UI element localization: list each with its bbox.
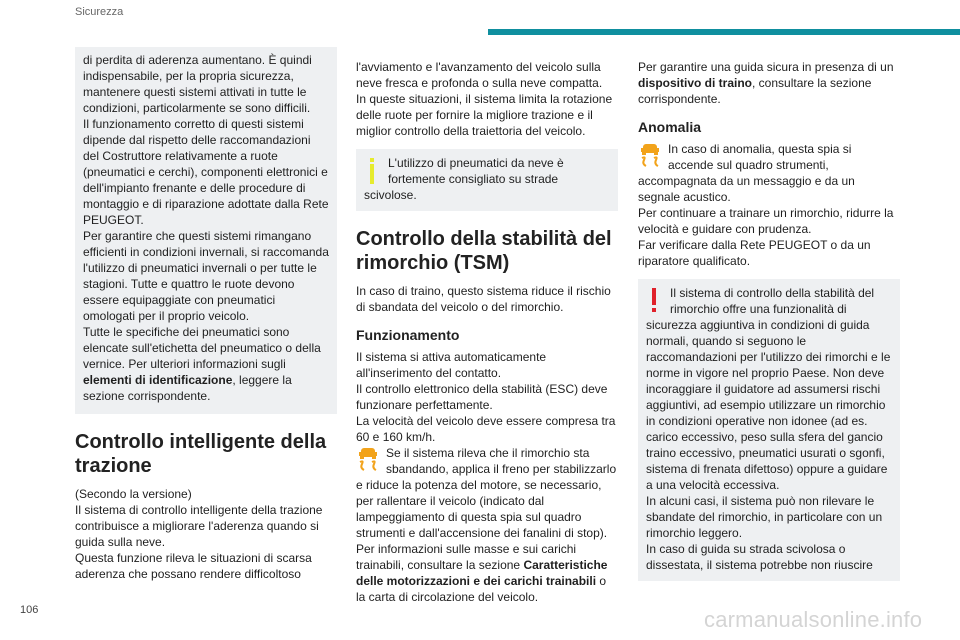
- paragraph: l'avviamento e l'avanzamento del veicolo sulla neve fresca e profonda o sulla neve compatta.: [356, 60, 603, 90]
- paragraph: Per continuare a trainare un rimorchio, ridurre la velocità e guidare con prudenza.: [638, 206, 894, 236]
- paragraph: In queste situazioni, il sistema limita la rotazione delle ruote per fornire la migliore trazione e il miglior controllo della traiettoria del veicolo.: [356, 92, 613, 138]
- info-icon: [364, 157, 380, 187]
- box-paragraph: Il funzionamento corretto di questi sistemi dipende dal rispetto delle raccomandazioni del Costruttore relativamente a ruote (pneumatici e cerchi), componenti elettronici e dell'impianto frenante e delle procedure di montaggio e di riparazione adottate dalla Rete PEUGEOT.: [83, 117, 329, 227]
- paragraph: Il sistema si attiva automaticamente all'inserimento del contatto.: [356, 350, 547, 380]
- cross-reference: elementi di identificazione: [83, 373, 233, 387]
- header-accent-bar: [488, 29, 960, 35]
- paragraph: In caso di traino, questo sistema riduce il rischio di sbandata del veicolo o del rimorchio.: [356, 284, 611, 314]
- note-box: [356, 149, 618, 211]
- paragraph: La velocità del veicolo deve essere compresa tra 60 e 160 km/h.: [356, 414, 616, 444]
- section-heading: Controllo della stabilità del rimorchio (TSM): [356, 228, 612, 274]
- warning-paragraph: Il sistema di controllo della stabilità del rimorchio offre una funzionalità di sicurezza aggiuntiva in condizioni di guida normali, quando si seguono le raccomandazioni per l'utilizzo dei rimorchi e le norme in vigore nel proprio Paese. Non deve incoraggiare il guidatore ad assumersi rischi aggiuntivi, ad esempio utilizzare un rimorchio in condizioni operative non idonee (ad es. carico eccessivo, peso sulla sfera del gancio traino eccessivo, pneumatici usurati o sgonfi, sistema di frenata difettoso) oppure a guidare a una velocità eccessiva.: [646, 286, 891, 492]
- section-heading: Controllo intelligente della trazione: [75, 431, 327, 477]
- paragraph: Far verificare dalla Rete PEUGEOT o da un riparatore qualificato.: [638, 238, 871, 268]
- warning-paragraph: In alcuni casi, il sistema può non rilevare le sbandate del rimorchio, in particolare con un rimorchio leggero.: [646, 494, 883, 540]
- cross-reference: dispositivo di traino: [638, 76, 753, 90]
- column-3: [638, 59, 900, 593]
- paragraph: In caso di anomalia, questa spia si accende sul quadro strumenti, accompagnata da un messaggio e da un segnale acustico.: [638, 142, 855, 204]
- watermark: carmanualsonline.info: [704, 607, 923, 632]
- lamp-paragraph: [638, 141, 900, 205]
- paragraph: Il controllo elettronico della stabilità (ESC) deve funzionare perfettamente.: [356, 382, 608, 412]
- paragraph: Per garantire una guida sicura in presenza di un dispositivo di traino, consultare la sezione corrispondente.: [638, 60, 894, 106]
- column-2: [356, 59, 618, 605]
- warning-paragraph: In caso di guida su strada scivolosa o dissestata, il sistema potrebbe non riuscire: [646, 542, 873, 572]
- warning-box: [638, 279, 900, 581]
- box-paragraph: Tutte le specifiche dei pneumatici sono elencate sull'etichetta del pneumatico o della vernice. Per ulteriori informazioni sugli elementi di identificazione, leggere la sezione corrispondente.: [83, 325, 321, 403]
- cross-reference: Caratteristiche delle motorizzazioni e dei carichi trainabili: [356, 558, 608, 588]
- column-1: [75, 47, 337, 582]
- paragraph: Se il sistema rileva che il rimorchio sta sbandando, applica il freno per stabilizzarlo e riduce la potenza del motore, se necessario, per rallentare il veicolo (indicato dal lampeggiamento di questa spia sul quadro strumenti e dall'accensione dei fanalini di stop).: [356, 446, 617, 540]
- skid-warning-lamp-icon: [356, 445, 380, 471]
- paragraph: (Secondo la versione): [75, 487, 192, 501]
- section-title: Sicurezza: [75, 6, 124, 18]
- paragraph: Per informazioni sulle masse e sui carichi trainabili, consultare la sezione Caratteristiche delle motorizzazioni e dei carichi trainabili o la carta di circolazione del veicolo.: [356, 542, 608, 604]
- info-box: [75, 47, 337, 414]
- box-paragraph: Per garantire che questi sistemi rimangano efficienti in condizioni invernali, si raccomanda l'utilizzo di pneumatici invernali o per tutte le stagioni. Tutte e quattro le ruote devono essere equipaggiate con pneumatici omologati per il proprio veicolo.: [83, 229, 329, 323]
- lamp-paragraph: [356, 445, 618, 541]
- note-text: L'utilizzo di pneumatici da neve è fortemente consigliato su strade scivolose.: [364, 156, 564, 202]
- sub-heading: Funzionamento: [356, 327, 460, 343]
- sub-heading: Anomalia: [638, 119, 702, 135]
- skid-warning-lamp-icon: [638, 141, 662, 167]
- paragraph: Questa funzione rileva le situazioni di scarsa aderenza che possano rendere difficoltoso: [75, 551, 312, 581]
- page-number: 106: [20, 604, 39, 616]
- warning-icon: [646, 287, 662, 317]
- box-paragraph: di perdita di aderenza aumentano. È quindi indispensabile, per la propria sicurezza, mantenere questi sistemi attivati in tutte le condizioni, particolarmente se sono difficili.: [83, 53, 312, 115]
- paragraph: Il sistema di controllo intelligente della trazione contribuisce a migliorare l'aderenza quando si guida sulla neve.: [75, 503, 323, 549]
